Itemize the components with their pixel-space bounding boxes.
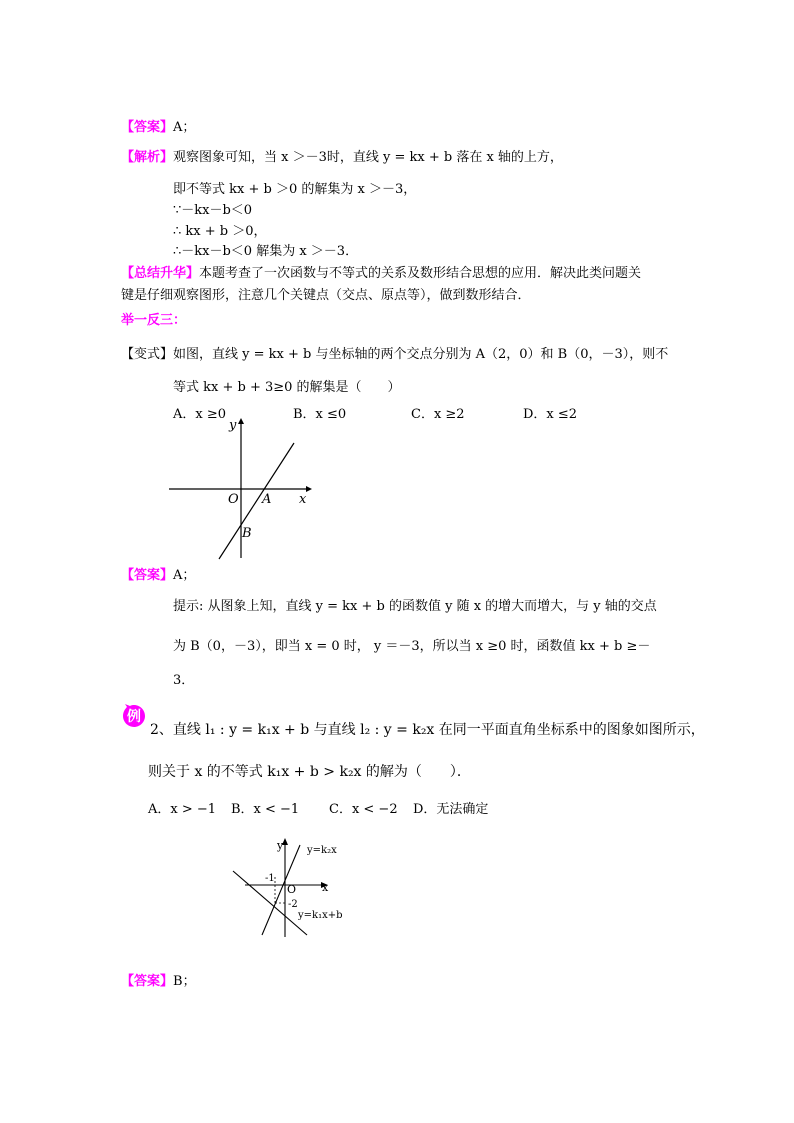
- answer-tag: 【答案】: [121, 120, 174, 135]
- variant-option-d: D．x ≤2: [523, 407, 578, 422]
- example-line-1: 2、直线 l₁ : y = k₁x + b 与直线 l₂ : y = k₂x 在同一平面直角坐标系中的图象如图所示，: [150, 722, 705, 738]
- example-option-c: C．x < −2: [329, 802, 398, 817]
- analysis-line-1: [121, 148, 563, 168]
- variant-y-arrow: [238, 418, 244, 424]
- variant-point-a: A: [262, 492, 272, 507]
- answer-text: A；: [173, 120, 196, 135]
- answer3-line: [121, 972, 196, 992]
- example-label-l2: y=k₂x: [307, 845, 337, 856]
- example-badge-icon: [122, 704, 146, 728]
- answer-line-1: [121, 118, 195, 138]
- section-title: 举一反三：: [121, 313, 187, 328]
- example-tick-x: -1: [265, 873, 275, 884]
- example-tick-y: -2: [288, 899, 298, 910]
- example-origin-label: O: [287, 883, 297, 896]
- answer2-text: A；: [173, 568, 196, 583]
- variant-x-arrow: [306, 486, 312, 492]
- variant-option-a: A．x ≥0: [173, 407, 227, 422]
- analysis-tag: 【解析】: [121, 150, 174, 165]
- summary-text-1: 本题考查了一次函数与不等式的关系及数形结合思想的应用．解决此类问题关: [199, 266, 642, 281]
- variant-x-label: x: [299, 492, 307, 507]
- example-option-b: B．x < −1: [231, 802, 300, 817]
- summary-line-1: [121, 264, 641, 284]
- variant-text-1: 如图，直线 y = kx + b 与坐标轴的两个交点分别为 A（2，0）和 B（0，－3），则不: [173, 347, 669, 362]
- example-option-a: A．x > −1: [148, 802, 217, 817]
- example-label-l1: y=k₁x+b: [298, 910, 343, 921]
- analysis-line-3: ∵－kx－b＜0: [173, 203, 253, 218]
- variant-line-2: 等式 kx + b + 3≥0 的解集是（ ）: [173, 380, 401, 395]
- variant-point-b: B: [242, 526, 252, 541]
- answer3-text: B；: [173, 974, 196, 989]
- variant-origin-label: O: [228, 492, 239, 507]
- analysis-line-4: ∴ kx + b ＞0，: [173, 224, 267, 239]
- variant-graph: [160, 415, 320, 565]
- hint-line-1: 提示: 从图象上知，直线 y = kx + b 的函数值 y 随 x 的增大而增大，与 y 轴的交点: [173, 599, 657, 614]
- example-option-d: D．无法确定: [413, 802, 489, 817]
- summary-tag: 【总结升华】: [121, 266, 200, 281]
- analysis-line-5: ∴－kx－b＜0 解集为 x ＞－3．: [173, 244, 359, 259]
- answer2-tag: 【答案】: [121, 568, 174, 583]
- answer3-tag: 【答案】: [121, 974, 174, 989]
- analysis-text-1: 观察图象可知，当 x ＞－3时，直线 y = kx + b 落在 x 轴的上方，: [173, 150, 563, 165]
- example-graph: [225, 835, 365, 945]
- example-line-2: 则关于 x 的不等式 k₁x + b > k₂x 的解为（ ）．: [148, 764, 471, 780]
- example-x-label: x: [322, 881, 329, 894]
- example-y-label: y: [277, 839, 284, 852]
- variant-y-label: y: [229, 418, 237, 433]
- analysis-line-2: 即不等式 kx + b ＞0 的解集为 x ＞－3，: [173, 182, 417, 197]
- hint-line-3: 3．: [173, 673, 195, 688]
- hint-line-2: 为 B（0，－3），即当 x = 0 时， y ＝－3，所以当 x ≥0 时，函数值 kx + b ≥－: [173, 639, 651, 654]
- answer2-line: [121, 566, 195, 586]
- variant-option-c: C．x ≥2: [411, 407, 465, 422]
- variant-line-1: [121, 345, 668, 365]
- summary-line-2: 键是仔细观察图形，注意几个关键点（交点、原点等），做到数形结合．: [121, 288, 531, 303]
- variant-tag: 【变式】: [121, 347, 174, 362]
- example-badge-label: 例: [127, 709, 141, 725]
- variant-option-b: B．x ≤0: [293, 407, 347, 422]
